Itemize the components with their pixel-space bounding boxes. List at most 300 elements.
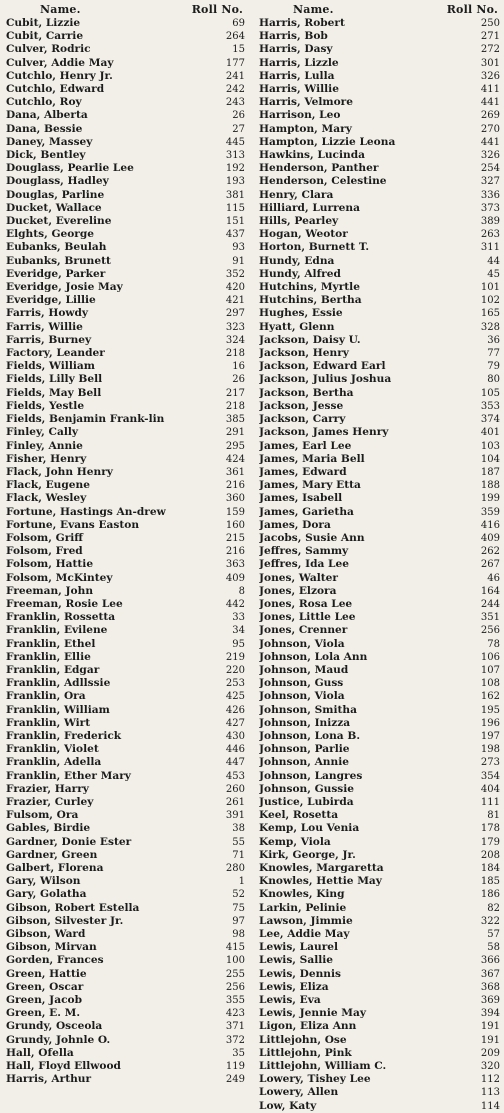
- entry-roll-number: 179: [480, 836, 500, 848]
- roster-entry: [6, 175, 245, 188]
- roster-entry: [6, 453, 245, 466]
- roster-entry: [259, 968, 500, 981]
- roster-entry: [6, 558, 245, 571]
- entry-name: Hogan, Weotor: [259, 228, 348, 241]
- entry-roll-number: 191: [480, 1021, 500, 1033]
- entry-name: Lewis, Jennie May: [259, 1007, 367, 1020]
- entry-name: Knowles, Margaretta: [259, 862, 384, 874]
- entry-roll-number: 313: [225, 150, 245, 162]
- entry-roll-number: 273: [480, 757, 500, 769]
- roster-entry: [6, 70, 245, 83]
- entry-name: Green, Hattie: [6, 967, 87, 980]
- entry-roll-number: 366: [480, 955, 500, 967]
- roster-entry: [6, 215, 245, 228]
- roster-entry: [6, 506, 245, 519]
- entry-name: Kemp, Viola: [259, 835, 331, 848]
- entry-name: James, Edward: [259, 465, 347, 478]
- entry-roll-number: 255: [225, 968, 245, 980]
- entry-name: Freeman, John: [6, 584, 94, 597]
- entry-roll-number: 55: [232, 836, 245, 848]
- entry-name: Harris, Bob: [259, 30, 328, 43]
- entry-roll-number: 353: [480, 400, 500, 412]
- entry-roll-number: 447: [225, 757, 245, 769]
- roster-entry: [259, 888, 500, 901]
- right-column-header: [259, 2, 500, 17]
- entry-name: Jones, Elzora: [259, 584, 337, 597]
- roster-entry: [259, 756, 500, 769]
- entry-roll-number: 208: [480, 849, 500, 861]
- roster-entry: [6, 360, 245, 373]
- entry-roll-number: 260: [225, 783, 245, 795]
- roster-entry: [259, 453, 500, 466]
- entry-roll-number: 262: [480, 546, 500, 558]
- entry-roll-number: 215: [225, 532, 245, 544]
- roster-entry: [6, 704, 245, 717]
- roster-entry: [259, 149, 500, 162]
- entry-name: Jones, Crenner: [259, 624, 348, 637]
- entry-name: Fields, Benjamin Frank-lin: [6, 413, 165, 426]
- entry-name: Jackson, Julius Joshua: [259, 373, 392, 386]
- roster-entry: [259, 981, 500, 994]
- entry-roll-number: 385: [225, 414, 245, 426]
- entry-name: James, Mary Etta: [259, 479, 361, 492]
- roster-entry: [6, 981, 245, 994]
- roster-entry: [259, 862, 500, 875]
- roster-entry: [6, 638, 245, 651]
- entry-name: Franklin, Edgar: [6, 663, 100, 676]
- entry-roll-number: 34: [232, 625, 245, 637]
- entry-name: Farris, Willie: [6, 320, 83, 333]
- entry-name: Gary, Golatha: [6, 888, 87, 901]
- roster-entry: [6, 1047, 245, 1060]
- entry-name: Larkin, Pelinie: [259, 901, 347, 914]
- roster-entry: [6, 109, 245, 122]
- entry-roll-number: 192: [225, 163, 245, 175]
- entry-roll-number: 91: [232, 255, 245, 267]
- roster-entry: [6, 572, 245, 585]
- entry-roll-number: 445: [225, 136, 245, 148]
- entry-roll-number: 423: [225, 1008, 245, 1020]
- entry-roll-number: 295: [225, 440, 245, 452]
- roster-entry: [259, 532, 500, 545]
- entry-roll-number: 198: [480, 744, 500, 756]
- entry-roll-number: 271: [480, 31, 500, 43]
- roster-entry: [6, 941, 245, 954]
- entry-roll-number: 250: [480, 18, 500, 29]
- roster-entry: [6, 17, 245, 30]
- entry-name: Gardner, Green: [6, 848, 98, 861]
- roster-entry: [6, 677, 245, 690]
- roster-entry: [259, 109, 500, 122]
- roster-entry: [6, 888, 245, 901]
- entry-roll-number: 52: [232, 889, 245, 901]
- entry-roll-number: 267: [480, 559, 500, 571]
- roster-entry: [259, 558, 500, 571]
- roster-entry: [259, 400, 500, 413]
- roster-entry: [259, 241, 500, 254]
- roster-entry: [259, 255, 500, 268]
- roster-entry: [259, 690, 500, 703]
- entry-name: Franklin, Frederick: [6, 729, 122, 742]
- roster-entry: [6, 756, 245, 769]
- roster-entry: [6, 1020, 245, 1033]
- roster-entry: [6, 624, 245, 637]
- entry-name: Douglass, Pearlie Lee: [6, 162, 134, 175]
- entry-name: Franklin, Wirt: [6, 716, 91, 729]
- roster-entry: [259, 664, 500, 677]
- entry-roll-number: 111: [480, 796, 500, 808]
- entry-roll-number: 106: [480, 651, 500, 663]
- roster-entry: [259, 70, 500, 83]
- entry-roll-number: 409: [480, 532, 500, 544]
- roster-entry: [259, 215, 500, 228]
- roster-entry: [6, 532, 245, 545]
- entry-name: Gardner, Donie Ester: [6, 835, 132, 848]
- roster-entry: [259, 611, 500, 624]
- entry-name: Knowles, King: [259, 888, 345, 901]
- roster-entry: [259, 677, 500, 690]
- roster-entry: [6, 307, 245, 320]
- entry-name: Folsom, Fred: [6, 545, 83, 558]
- roster-entry: [259, 189, 500, 202]
- entry-name: James, Earl Lee: [259, 439, 352, 452]
- entry-name: Fortune, Hastings An-drew: [6, 505, 166, 518]
- entry-name: Hampton, Mary: [259, 122, 352, 135]
- roster-entry: [259, 294, 500, 307]
- roster-entry: [259, 902, 500, 915]
- entry-roll-number: 420: [225, 282, 245, 294]
- entry-roll-number: 105: [480, 387, 500, 399]
- entry-name: Franklin, Violet: [6, 743, 99, 756]
- entry-name: Farris, Howdy: [6, 307, 89, 320]
- entry-roll-number: 82: [487, 902, 500, 914]
- entry-name: Ligon, Eliza Ann: [259, 1020, 357, 1033]
- entry-roll-number: 256: [225, 981, 245, 993]
- roster-entry: [259, 30, 500, 43]
- roster-entry: [6, 585, 245, 598]
- entry-roll-number: 256: [480, 625, 500, 637]
- entry-name: Henderson, Celestine: [259, 175, 387, 188]
- roster-entry: [259, 1086, 500, 1099]
- roster-entry: [259, 1007, 500, 1020]
- entry-roll-number: 352: [225, 268, 245, 280]
- roster-entry: [6, 651, 245, 664]
- entry-name: Johnson, Viola: [259, 690, 345, 703]
- entry-roll-number: 394: [480, 1008, 500, 1020]
- roster-entry: [259, 413, 500, 426]
- entry-name: Ducket, Wallace: [6, 201, 102, 214]
- roster-entry: [259, 162, 500, 175]
- entry-roll-number: 57: [487, 929, 500, 941]
- entry-roll-number: 187: [480, 466, 500, 478]
- entry-roll-number: 218: [225, 400, 245, 412]
- entry-roll-number: 301: [480, 57, 500, 69]
- entry-roll-number: 381: [225, 189, 245, 201]
- roster-entry: [6, 598, 245, 611]
- entry-name: Johnson, Parlie: [259, 743, 350, 756]
- roster-entry: [6, 96, 245, 109]
- roster-entry: [6, 1060, 245, 1073]
- entry-roll-number: 45: [487, 268, 500, 280]
- roster-entry: [6, 162, 245, 175]
- entry-roll-number: 430: [225, 730, 245, 742]
- entry-roll-number: 197: [480, 730, 500, 742]
- entry-name: Gibson, Mirvan: [6, 941, 97, 954]
- entry-roll-number: 389: [480, 216, 500, 228]
- entry-name: Cutchlo, Henry Jr.: [6, 69, 113, 82]
- roster-entry: [6, 1073, 245, 1086]
- entry-roll-number: 196: [480, 717, 500, 729]
- entry-name: Franklin, Adllssie: [6, 677, 111, 690]
- roster-entry: [6, 1034, 245, 1047]
- roster-entry: [6, 321, 245, 334]
- entry-name: Hills, Pearley: [259, 215, 339, 228]
- entry-roll-number: 441: [480, 136, 500, 148]
- roster-entry: [259, 809, 500, 822]
- entry-name: Gibson, Robert Estella: [6, 901, 140, 914]
- entry-name: Fields, Lilly Bell: [6, 373, 103, 386]
- entry-roll-number: 46: [487, 572, 500, 584]
- roster-entry: [6, 136, 245, 149]
- roster-entry: [259, 307, 500, 320]
- entry-name: Folsom, McKintey: [6, 571, 113, 584]
- entry-name: Harris, Lizzle: [259, 56, 339, 69]
- entry-roll-number: 373: [480, 202, 500, 214]
- entry-roll-number: 58: [487, 942, 500, 954]
- entry-roll-number: 409: [225, 572, 245, 584]
- entry-name: Lewis, Sallie: [259, 954, 334, 967]
- roster-entry: [6, 730, 245, 743]
- entry-name: Jackson, Bertha: [259, 386, 354, 399]
- entry-name: Lewis, Dennis: [259, 967, 341, 980]
- roster-entry: [259, 136, 500, 149]
- entry-roll-number: 326: [480, 70, 500, 82]
- roster-columns: [6, 2, 500, 1113]
- entry-roll-number: 442: [225, 598, 245, 610]
- entry-name: Franklin, William: [6, 703, 110, 716]
- entry-roll-number: 328: [480, 321, 500, 333]
- entry-name: Knowles, Hettie May: [259, 875, 382, 888]
- roster-entry: [259, 96, 500, 109]
- entry-roll-number: 336: [480, 189, 500, 201]
- name-header: Name.: [293, 3, 334, 16]
- entry-name: Jones, Walter: [259, 571, 338, 584]
- entry-roll-number: 44: [487, 255, 500, 267]
- entry-roll-number: 372: [225, 1034, 245, 1046]
- roster-entry: [259, 519, 500, 532]
- entry-roll-number: 219: [225, 651, 245, 663]
- entry-roll-number: 280: [225, 863, 245, 874]
- entry-name: Franklin, Ethel: [6, 637, 96, 650]
- entry-roll-number: 100: [225, 955, 245, 967]
- entry-name: Horton, Burnett T.: [259, 241, 370, 254]
- entry-name: Lee, Addie May: [259, 928, 350, 941]
- roster-entry: [259, 624, 500, 637]
- entry-name: Harris, Willie: [259, 83, 339, 96]
- entry-roll-number: 98: [232, 929, 245, 941]
- roster-entry: [6, 1007, 245, 1020]
- entry-name: Littlejohn, Pink: [259, 1046, 352, 1059]
- entry-name: Hutchins, Myrtle: [259, 281, 360, 294]
- entry-roll-number: 426: [225, 704, 245, 716]
- left-column: [6, 2, 253, 1113]
- entry-roll-number: 101: [480, 282, 500, 294]
- entry-name: Cubit, Lizzie: [6, 17, 81, 29]
- entry-roll-number: 371: [225, 1021, 245, 1033]
- entry-roll-number: 249: [225, 1074, 245, 1086]
- roster-entry: [6, 83, 245, 96]
- entry-name: Harris, Arthur: [6, 1073, 92, 1086]
- entry-name: Johnson, Guss: [259, 677, 344, 690]
- roster-entry: [6, 611, 245, 624]
- roster-entry: [259, 704, 500, 717]
- entry-name: Lawson, Jimmie: [259, 914, 353, 927]
- entry-roll-number: 160: [225, 519, 245, 531]
- entry-name: Green, E. M.: [6, 1007, 81, 1020]
- entry-name: Finley, Annie: [6, 439, 83, 452]
- entry-name: Grundy, Johnle O.: [6, 1033, 111, 1046]
- entry-name: Jackson, Jesse: [259, 399, 344, 412]
- entry-name: Everidge, Josie May: [6, 281, 123, 294]
- entry-roll-number: 71: [232, 849, 245, 861]
- entry-roll-number: 368: [480, 981, 500, 993]
- entry-name: Flack, John Henry: [6, 465, 113, 478]
- entry-roll-number: 26: [232, 374, 245, 386]
- entry-roll-number: 241: [225, 70, 245, 82]
- entry-name: Douglass, Hadley: [6, 175, 109, 188]
- name-header: Name.: [40, 3, 81, 16]
- entry-roll-number: 112: [480, 1074, 500, 1086]
- entry-roll-number: 311: [480, 242, 500, 254]
- entry-name: Keel, Rosetta: [259, 809, 339, 822]
- entry-name: Littlejohn, William C.: [259, 1060, 387, 1073]
- roster-entry: [6, 545, 245, 558]
- entry-roll-number: 78: [487, 638, 500, 650]
- entry-name: Dana, Alberta: [6, 109, 88, 122]
- entry-name: Jacobs, Susie Ann: [259, 531, 365, 544]
- entry-name: Hundy, Edna: [259, 254, 335, 267]
- entry-roll-number: 261: [225, 796, 245, 808]
- entry-roll-number: 95: [232, 638, 245, 650]
- entry-roll-number: 244: [480, 598, 500, 610]
- entry-name: Hampton, Lizzie Leona: [259, 135, 396, 148]
- roster-entry: [6, 875, 245, 888]
- entry-roll-number: 369: [480, 995, 500, 1007]
- entry-name: Folsom, Hattie: [6, 558, 94, 571]
- entry-roll-number: 326: [480, 150, 500, 162]
- entry-name: Franklin, Rossetta: [6, 611, 116, 624]
- entry-roll-number: 1: [238, 876, 245, 888]
- entry-name: Jeffres, Ida Lee: [259, 558, 349, 571]
- entry-roll-number: 165: [480, 308, 500, 320]
- entry-name: Fisher, Henry: [6, 452, 87, 465]
- entry-name: Hundy, Alfred: [259, 267, 341, 280]
- entry-name: Johnson, Maud: [259, 663, 349, 676]
- roster-entry: [259, 770, 500, 783]
- entry-name: Green, Oscar: [6, 980, 84, 993]
- roster-entry: [259, 373, 500, 386]
- roster-entry: [6, 43, 245, 56]
- entry-name: Green, Jacob: [6, 994, 82, 1007]
- roster-entry: [259, 954, 500, 967]
- roster-entry: [259, 1060, 500, 1073]
- entry-roll-number: 79: [487, 361, 500, 373]
- entry-name: Harris, Lulla: [259, 69, 335, 82]
- entry-name: Frazier, Harry: [6, 782, 89, 795]
- entry-roll-number: 102: [480, 295, 500, 307]
- roll-number-header: Roll No.: [191, 3, 243, 16]
- roster-entry: [6, 255, 245, 268]
- entry-roll-number: 113: [480, 1087, 500, 1099]
- entry-name: Finley, Cally: [6, 426, 79, 439]
- entry-name: Eubanks, Brunett: [6, 254, 111, 267]
- entry-name: Hilliard, Lurrena: [259, 201, 360, 214]
- entry-roll-number: 177: [225, 57, 245, 69]
- entry-name: Johnson, Inizza: [259, 716, 351, 729]
- entry-name: Ducket, Evereline: [6, 215, 112, 228]
- entry-roll-number: 104: [480, 453, 500, 465]
- entry-name: Fulsom, Ora: [6, 809, 79, 822]
- roster-entry: [6, 836, 245, 849]
- roster-entry: [6, 849, 245, 862]
- entry-name: Henry, Clara: [259, 188, 334, 201]
- entry-roll-number: 355: [225, 995, 245, 1007]
- roster-entry: [6, 690, 245, 703]
- entry-roll-number: 119: [225, 1061, 245, 1073]
- entry-roll-number: 115: [225, 202, 245, 214]
- entry-name: Henderson, Panther: [259, 162, 379, 175]
- entry-roll-number: 363: [225, 559, 245, 571]
- entry-roll-number: 322: [480, 915, 500, 927]
- roster-entry: [259, 730, 500, 743]
- entry-roll-number: 441: [480, 97, 500, 109]
- roll-number-header: Roll No.: [446, 3, 498, 16]
- roster-entry: [259, 506, 500, 519]
- entry-name: Jackson, Edward Earl: [259, 360, 386, 373]
- roster-entry: [259, 228, 500, 241]
- entry-roll-number: 415: [225, 942, 245, 954]
- entry-roll-number: 218: [225, 348, 245, 360]
- entry-roll-number: 81: [487, 810, 500, 822]
- entry-name: Grundy, Osceola: [6, 1020, 103, 1033]
- roster-entry: [259, 836, 500, 849]
- entry-roll-number: 446: [225, 744, 245, 756]
- entry-roll-number: 437: [225, 229, 245, 241]
- roster-entry: [259, 492, 500, 505]
- entry-name: Dana, Bessie: [6, 122, 83, 135]
- entry-roll-number: 191: [480, 1034, 500, 1046]
- entry-roll-number: 411: [480, 84, 500, 96]
- roster-entry: [6, 387, 245, 400]
- entry-name: James, Garietha: [259, 505, 354, 518]
- entry-roll-number: 323: [225, 321, 245, 333]
- roster-entry: [259, 783, 500, 796]
- roster-entry: [6, 519, 245, 532]
- roster-entry: [259, 1073, 500, 1086]
- entry-name: Gorden, Frances: [6, 954, 104, 967]
- entry-roll-number: 404: [480, 783, 500, 795]
- entry-name: Fortune, Evans Easton: [6, 518, 140, 531]
- entry-name: Jones, Rosa Lee: [259, 597, 353, 610]
- entry-roll-number: 103: [480, 440, 500, 452]
- roster-entry: [259, 941, 500, 954]
- entry-name: Fields, William: [6, 360, 95, 373]
- entry-name: Jackson, Henry: [259, 347, 349, 360]
- entry-name: James, Maria Bell: [259, 452, 365, 465]
- entry-name: Jackson, James Henry: [259, 426, 389, 439]
- roster-entry: [259, 426, 500, 439]
- entry-roll-number: 320: [480, 1061, 500, 1073]
